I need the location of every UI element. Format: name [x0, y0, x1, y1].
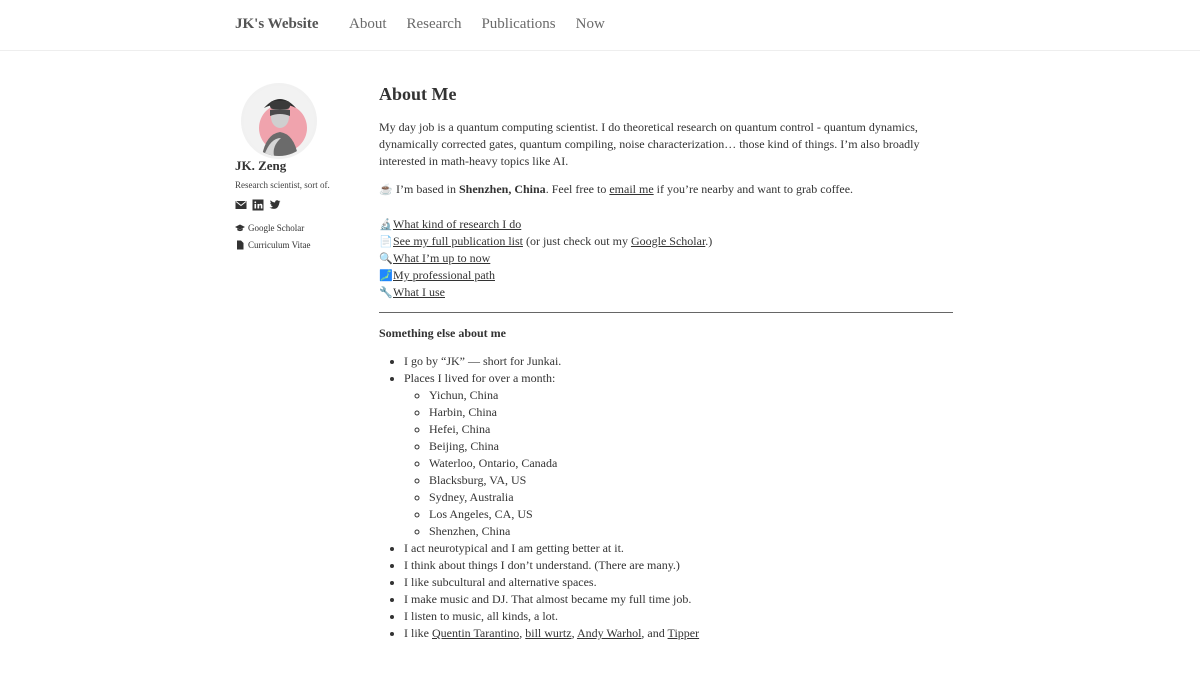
- document-icon: 📄: [379, 236, 393, 248]
- list-item: • I act neurotypical and I am getting better at it.: [404, 540, 953, 557]
- place-item: ◦ Yichun, China: [429, 387, 953, 404]
- twitter-icon[interactable]: [269, 199, 281, 211]
- cv-link[interactable]: [235, 240, 355, 250]
- quentin-tarantino-link[interactable]: Quentin Tarantino: [432, 626, 520, 640]
- nav-research[interactable]: Research: [406, 16, 462, 32]
- map-icon: 🗾: [379, 270, 393, 282]
- places-list: [404, 387, 953, 540]
- list-item: • I like subcultural and alternative spaces.: [404, 574, 953, 591]
- location-paragraph: ☕ I’m based in Shenzhen, China. Feel free to email me if you’re nearby and want to grab coffee.: [379, 181, 953, 199]
- facts-list: [379, 353, 953, 642]
- coffee-icon: ☕: [379, 184, 393, 196]
- quick-link-now: [379, 250, 953, 267]
- quick-link-research: [379, 216, 953, 233]
- place-item: ◦ Los Angeles, CA, US: [429, 506, 953, 523]
- place-item: ◦ Sydney, Australia: [429, 489, 953, 506]
- microscope-icon: 🔬: [379, 219, 393, 231]
- place-item: ◦ Hefei, China: [429, 421, 953, 438]
- what-i-use-link[interactable]: What I use: [393, 285, 445, 299]
- list-item: • I think about things I don’t understand. (There are many.): [404, 557, 953, 574]
- nav-now[interactable]: Now: [575, 16, 605, 32]
- tipper-link[interactable]: Tipper: [667, 626, 700, 640]
- list-item: • I listen to music, all kinds, a lot.: [404, 608, 953, 625]
- magnifier-icon: 🔍: [379, 253, 393, 265]
- file-icon: [235, 240, 245, 250]
- section-divider: [379, 312, 953, 313]
- wrench-icon: 🔧: [379, 287, 393, 299]
- social-links: [235, 199, 355, 211]
- avatar: [244, 86, 314, 156]
- list-item: • Places I lived for over a month: ◦ Yichun, China ◦ Harbin, China ◦ Hefei, China ◦ Beijing, China ◦ Waterloo, Ontario, Canada ◦ Blacksburg, VA, US ◦ Sydney, Australia ◦ Los Angeles, CA, US ◦ Shenzhen, China: [404, 370, 953, 540]
- google-scholar-inline-link[interactable]: Google Scholar: [630, 234, 706, 248]
- nav-about[interactable]: About: [349, 16, 387, 32]
- quick-link-path: [379, 267, 953, 284]
- main-content: [379, 86, 953, 642]
- author-name: JK. Zeng: [235, 158, 287, 173]
- cv-label: Curriculum Vitae: [248, 240, 311, 250]
- nav-publications[interactable]: Publications: [481, 16, 556, 32]
- place-item: ◦ Blacksburg, VA, US: [429, 472, 953, 489]
- quick-link-publications: 📄See my full publication list (or just check out my Google Scholar.): [379, 233, 953, 250]
- google-scholar-link[interactable]: [235, 223, 355, 233]
- page-title: About Me: [379, 84, 457, 104]
- graduation-cap-icon: [235, 223, 245, 233]
- email-icon[interactable]: [235, 199, 247, 211]
- now-link[interactable]: What I’m up to now: [393, 251, 491, 265]
- email-me-link[interactable]: email me: [609, 182, 654, 196]
- place-item: ◦ Beijing, China: [429, 438, 953, 455]
- linkedin-icon[interactable]: [252, 199, 264, 211]
- location-city: Shenzhen, China: [458, 182, 546, 196]
- author-sidebar: [235, 86, 355, 257]
- intro-paragraph: My day job is a quantum computing scientist. I do theoretical research on quantum control - quantum dynamics, dynamically corrected gates, quantum compiling, noise characterization… those kind of things. I’m also broadly interested in math-heavy topics like AI.: [379, 120, 920, 168]
- place-item: ◦ Waterloo, Ontario, Canada: [429, 455, 953, 472]
- research-link[interactable]: What kind of research I do: [393, 217, 522, 231]
- top-navbar: [0, 0, 1200, 51]
- place-item: ◦ Harbin, China: [429, 404, 953, 421]
- site-title-link[interactable]: JK's Website: [235, 16, 319, 32]
- list-item: • I go by “JK” — short for Junkai.: [404, 353, 953, 370]
- sidebar-links: [235, 223, 355, 250]
- professional-path-link[interactable]: My professional path: [393, 268, 495, 282]
- publication-list-link[interactable]: See my full publication list: [393, 234, 523, 248]
- quick-link-uses: [379, 284, 953, 301]
- author-bio: Research scientist, sort of.: [235, 180, 330, 190]
- main-nav: [349, 16, 605, 33]
- bill-wurtz-link[interactable]: bill wurtz: [525, 626, 572, 640]
- section-title: Something else about me: [379, 326, 506, 340]
- list-item: • I make music and DJ. That almost became my full time job.: [404, 591, 953, 608]
- place-item: ◦ Shenzhen, China: [429, 523, 953, 540]
- quick-links: [379, 216, 953, 301]
- google-scholar-label: Google Scholar: [248, 223, 305, 233]
- list-item-likes: • I like Quentin Tarantino, bill wurtz, Andy Warhol, and Tipper: [404, 625, 953, 642]
- andy-warhol-link[interactable]: Andy Warhol: [576, 626, 642, 640]
